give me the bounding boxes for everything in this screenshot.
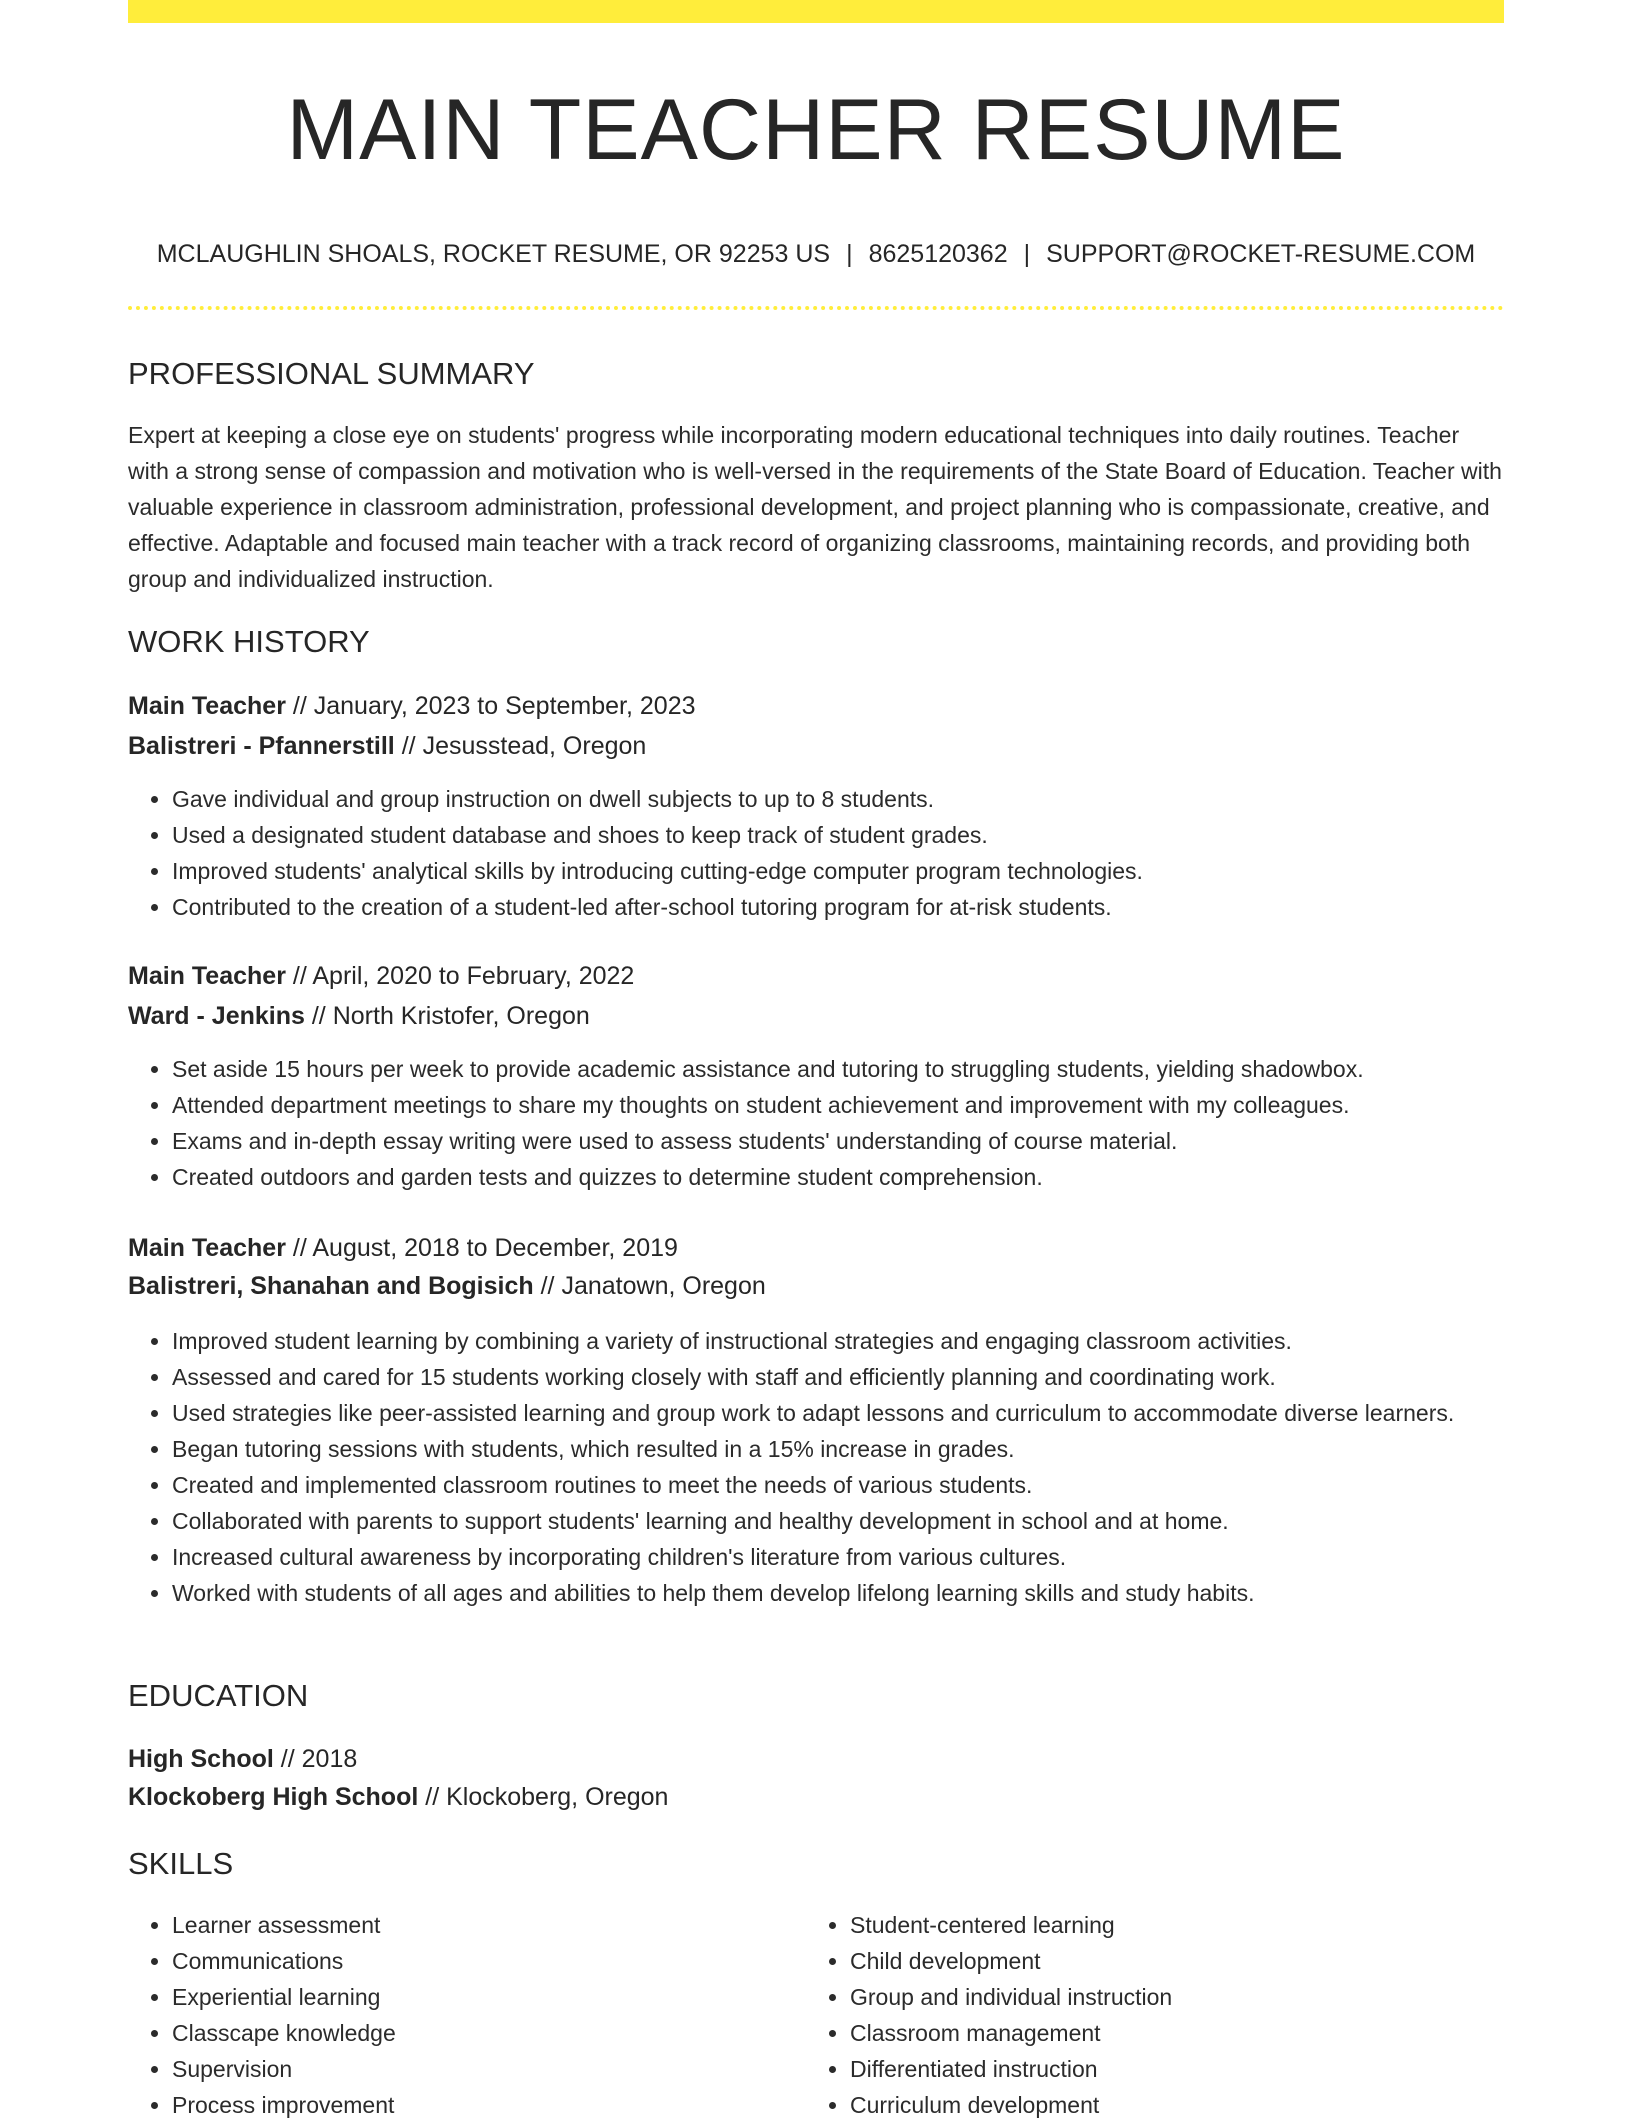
job-dates: August, 2018 to December, 2019 xyxy=(312,1234,678,1262)
education-school: Klockoberg High School xyxy=(128,1783,419,1811)
job-title: Main Teacher xyxy=(128,1234,286,1262)
employer-location: Jesusstead, Oregon xyxy=(422,732,647,760)
skill-item: • Child development xyxy=(850,1943,1500,1979)
skill-item: • Group and individual instruction xyxy=(850,1979,1500,2015)
job-title-line xyxy=(128,688,696,724)
list-item: • Created outdoors and garden tests and quizzes to determine student comprehension. xyxy=(172,1159,1504,1195)
education-school-line xyxy=(128,1779,668,1815)
list-item: • Improved students' analytical skills by introducing cutting-edge computer program technologies. xyxy=(172,853,1504,889)
separator: // xyxy=(292,692,307,720)
skill-item: • Student-centered learning xyxy=(850,1907,1500,1943)
skill-item: • Supervision xyxy=(172,2051,792,2087)
skill-item: • Classcape knowledge xyxy=(172,2015,792,2051)
separator: // xyxy=(540,1272,555,1300)
list-item: • Exams and in-depth essay writing were used to assess students' understanding of course material. xyxy=(172,1123,1504,1159)
education-degree: High School xyxy=(128,1745,274,1773)
skill-item: • Process improvement xyxy=(172,2087,792,2123)
section-heading-summary: PROFESSIONAL SUMMARY xyxy=(128,356,535,391)
list-item: • Created and implemented classroom routines to meet the needs of various students. xyxy=(172,1467,1504,1503)
education-year: 2018 xyxy=(301,1745,358,1773)
job-bullets xyxy=(128,1323,1504,1611)
skills-list-right xyxy=(806,1907,1500,2123)
employer-location: North Kristofer, Oregon xyxy=(332,1002,590,1030)
job-title: Main Teacher xyxy=(128,962,286,990)
list-item: • Improved student learning by combining a variety of instructional strategies and engaging classroom activities. xyxy=(172,1323,1504,1359)
employer-name: Ward - Jenkins xyxy=(128,1002,305,1030)
section-heading-education: EDUCATION xyxy=(128,1678,309,1713)
list-item: • Contributed to the creation of a student-led after-school tutoring program for at-risk students. xyxy=(172,889,1504,925)
section-heading-work-history: WORK HISTORY xyxy=(128,624,370,659)
skill-item: • Communications xyxy=(172,1943,792,1979)
employer-line xyxy=(128,998,590,1034)
list-item: • Assessed and cared for 15 students working closely with staff and efficiently planning and coordinating work. xyxy=(172,1359,1504,1395)
section-heading-skills: SKILLS xyxy=(128,1846,234,1881)
education-location: Klockoberg, Oregon xyxy=(446,1783,669,1811)
contact-address: MCLAUGHLIN SHOALS, ROCKET RESUME, OR 92253 US xyxy=(156,240,831,268)
resume-title: MAIN TEACHER RESUME xyxy=(286,82,1346,178)
employer-line xyxy=(128,728,646,764)
job-dates: January, 2023 to September, 2023 xyxy=(313,692,696,720)
separator: // xyxy=(311,1002,326,1030)
contact-line xyxy=(128,236,1504,272)
summary-text: Expert at keeping a close eye on students' progress while incorporating modern educational techniques into daily routines. Teacher with a strong sense of compassion and motivation who is well-versed in the requirements of the State Board of Education. Teacher with valuable experience in classroom administration, professional development, and project planning who is compassionate, creative, and effective. Adaptable and focused main teacher with a track record of organizing classrooms, maintaining records, and providing both group and individualized instruction. xyxy=(128,422,1502,592)
list-item: • Collaborated with parents to support students' learning and healthy development in school and at home. xyxy=(172,1503,1504,1539)
employer-name: Balistreri - Pfannerstill xyxy=(128,732,395,760)
accent-top-bar xyxy=(128,0,1504,23)
list-item: • Increased cultural awareness by incorporating children's literature from various cultures. xyxy=(172,1539,1504,1575)
list-item: • Began tutoring sessions with students, which resulted in a 15% increase in grades. xyxy=(172,1431,1504,1467)
job-title: Main Teacher xyxy=(128,692,286,720)
job-bullets xyxy=(128,781,1504,925)
education-degree-line xyxy=(128,1741,357,1777)
list-item: • Worked with students of all ages and abilities to help them develop lifelong learning skills and study habits. xyxy=(172,1575,1504,1611)
list-item: • Set aside 15 hours per week to provide academic assistance and tutoring to struggling students, yielding shadowbox. xyxy=(172,1051,1504,1087)
separator: // xyxy=(425,1783,440,1811)
skill-item: • Experiential learning xyxy=(172,1979,792,2015)
employer-name: Balistreri, Shanahan and Bogisich xyxy=(128,1272,534,1300)
list-item: • Used a designated student database and shoes to keep track of student grades. xyxy=(172,817,1504,853)
dotted-divider xyxy=(128,306,1504,310)
contact-email: SUPPORT@ROCKET-RESUME.COM xyxy=(1046,240,1476,268)
list-item: • Gave individual and group instruction on dwell subjects to up to 8 students. xyxy=(172,781,1504,817)
job-title-line xyxy=(128,1230,678,1266)
skill-item: • Differentiated instruction xyxy=(850,2051,1500,2087)
skill-item: • Curriculum development xyxy=(850,2087,1500,2123)
contact-phone: 8625120362 xyxy=(868,240,1008,268)
skill-item: • Classroom management xyxy=(850,2015,1500,2051)
employer-location: Janatown, Oregon xyxy=(561,1272,766,1300)
resume-page xyxy=(128,0,1504,2118)
separator: // xyxy=(292,962,307,990)
job-dates: April, 2020 to February, 2022 xyxy=(312,962,635,990)
skills-list-left xyxy=(128,1907,792,2123)
contact-separator: | xyxy=(846,240,853,268)
skill-item: • Learner assessment xyxy=(172,1907,792,1943)
separator: // xyxy=(401,732,416,760)
list-item: • Used strategies like peer-assisted learning and group work to adapt lessons and curriculum to accommodate diverse learners. xyxy=(172,1395,1504,1431)
list-item: • Attended department meetings to share my thoughts on student achievement and improvement with my colleagues. xyxy=(172,1087,1504,1123)
contact-separator: | xyxy=(1023,240,1031,268)
job-bullets xyxy=(128,1051,1504,1195)
separator: // xyxy=(292,1234,307,1262)
job-title-line xyxy=(128,958,634,994)
separator: // xyxy=(280,1745,295,1773)
employer-line xyxy=(128,1268,766,1304)
